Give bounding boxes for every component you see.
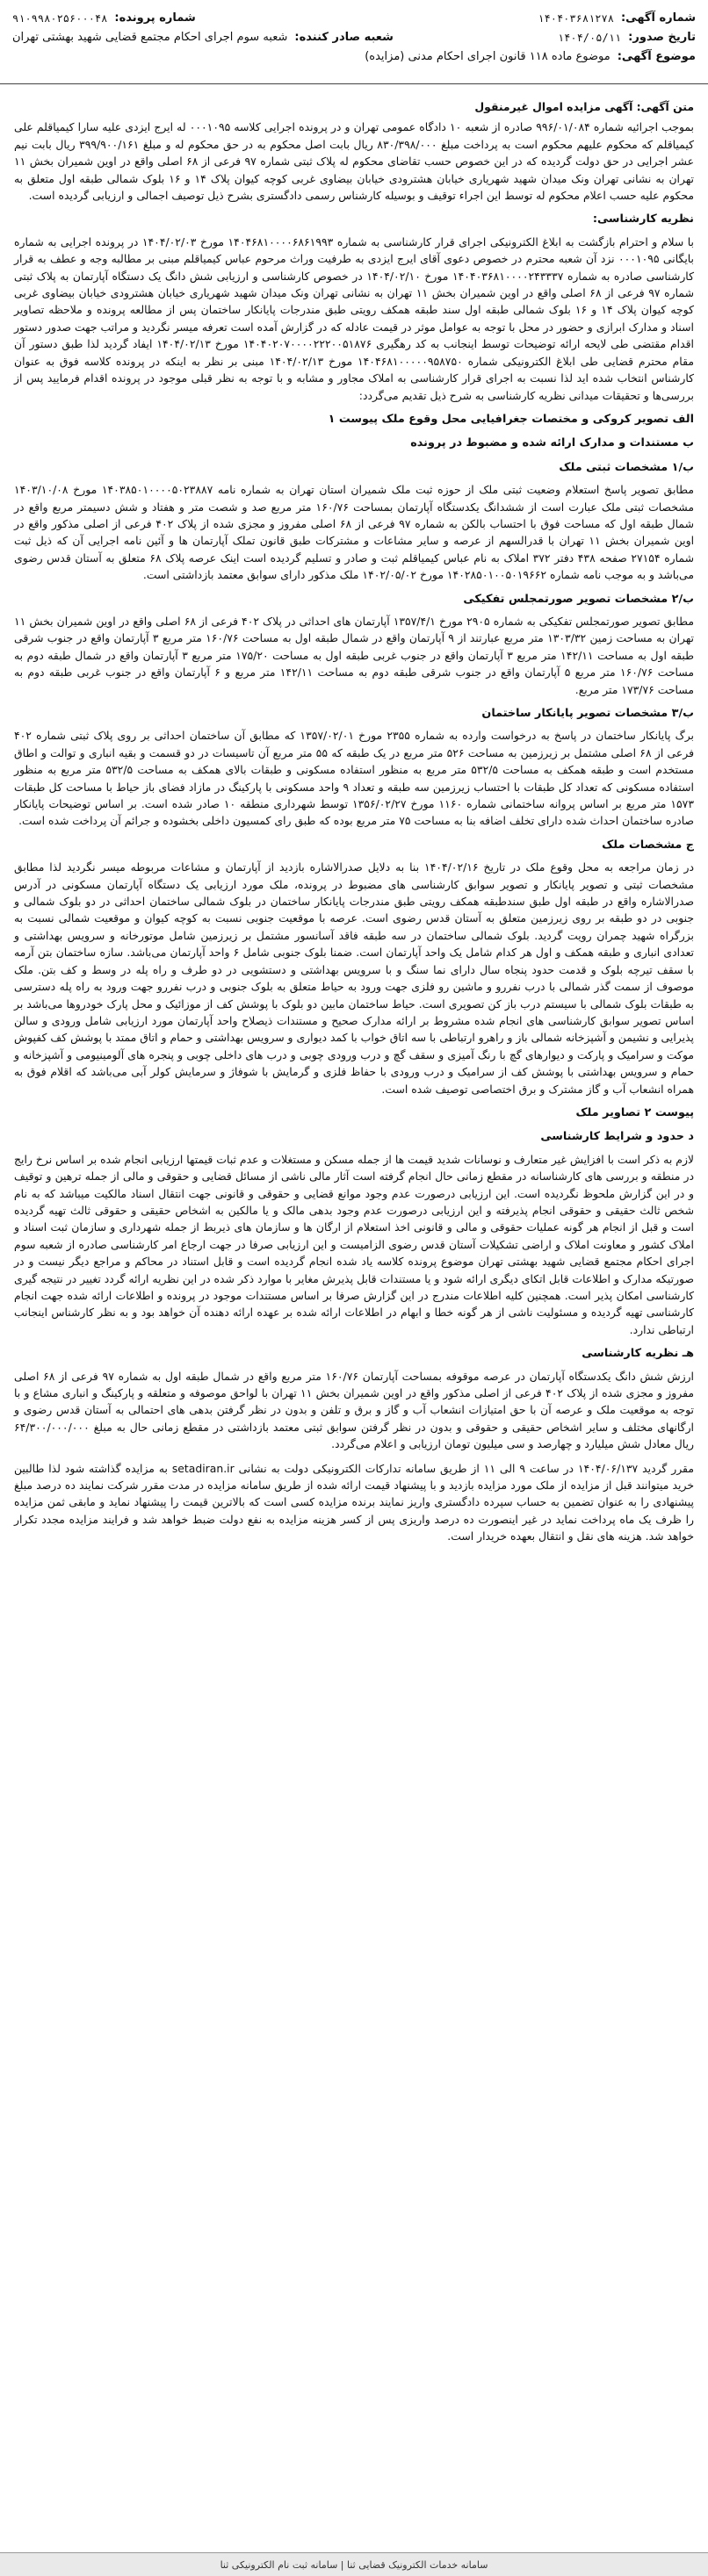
section-e-title: هـ نظریه کارشناسی	[582, 1347, 694, 1361]
paragraph-expert-intro: با سلام و احترام بازگشت به ابلاغ الکترونیکی اجرای قرار کارشناسی به شماره ۱۴۰۴۶۸۱۰۰۰۰۶۸۶۱۹۹۳ مورخ ۱۴۰۴/۰۲/۰۳ در پرونده اجرایی به شماره بایگانی ۰۰۰۱۰۹۵ نزد آن شعبه محترم در خصوص دعوی آقای ایرج ایزدی به طرفیت وراث مرحوم عباس کیمیاقلم مبنی بر مطالبه وجه و عطف به قرار کارشناسی صادره به شماره ۱۴۰۴۰۳۶۸۱۰۰۰۰۲۴۳۳۳۷ مورخ ۱۴۰۴/۰۲/۱۰ در خصوص کارشناسی و ارزیابی شش دانگ یک دستگاه آپارتمان به پلاک ثبتی شماره ۹۷ فرعی از ۶۸ اصلی واقع در اوین شمیران بخش ۱۱ تهران به نشانی تهران ونک میدان شهید شهریاری خیابان هشترودی خیابان بیضاوی غربی کوچه کیوان پلاک ۱۴ و ۱۶ بلوک شمالی طبقه اول سند طبقه همکف رویتی طبق مندرجات پایانکار ساختمان پس از مطالعه پرونده و ملاحظه تصاویر اسناد و مدارک ابرازی و حضور در محل با توجه به عوامل موثر در قیمت عادله که در گزارش آمده است تعرفه میسر نگردید و مراتب جهت صدور دستور اقدام مقتضی طی لایحه ارائه توضیحات توسط اینجانب به کد رهگیری ۱۴۰۴۰۲۰۷۰۰۰۰۲۲۲۰۰۵۱۸۷۶ مورخ ۱۴۰۴/۰۲/۱۳ ایفاد گردید لذا طبق دستور آن مقام محترم قضایی طی ابلاغ الکترونیکی شماره ۱۴۰۴۶۸۱۰۰۰۰۰۹۵۸۷۵۰ مورخ ۱۴۰۴/۰۲/۱۳ مبنی بر نظر به اینکه در پرونده کلاسه فوق به عنوان کارشناس انتخاب شده اید لذا نسبت به اجرای قرار کارشناسی به املاک مجاور و مشابه و با توجه به نظر قبلی موجود در پرونده اقدام فرمایید پس از بررسی‌ها و تحقیقات میدانی نظریه کارشناسی به شرح ذیل تقدیم می‌گردد:	[14, 234, 694, 402]
paragraph-valuation: ارزش شش دانگ یکدستگاه آپارتمان در عرصه موقوفه بمساحت آپارتمان ۱۶۰/۷۶ متر مربع واقع در شمال طبقه اول به شماره ۹۷ فرعی از ۶۸ اصلی مفروز و مجزی شده از پلاک ۴۰۲ فرعی از اصلی مذکور واقع در اوین شمیران بخش ۱۱ تهران با لواحق موصوفه و متعلقه و پارکینگ و انباری مشاع و با توجه به موقعیت ملک و عرصه آن با حق امتیازات انشعاب آب و گاز و برق و تلفن و بدون در نظر گرفتن بدهی های احتمالی به آستان قدس رضوی و ارگانهای مختلف و سایر اشخاص حقیقی و حقوقی و بدون در نظر گرفتن سوابق ثبتی معتمد بازداشتی در مقطع زمانی حال به مبلغ ۶۴/۳۰۰/۰۰۰/۰۰۰ ریال معادل شش میلیارد و چهارصد و سی میلیون تومان ارزیابی و اعلام می‌گردد.	[14, 1369, 694, 1451]
notice-text-title: متن آگهی: آگهی مزایده اموال غیرمنقول	[474, 100, 694, 113]
ad-number-group	[538, 9, 696, 28]
footer-text: سامانه خدمات الکترونیک قضایی ثنا | سامانه ثبت نام الکترونیکی ثنا	[220, 2558, 488, 2571]
issue-date-label: تاریخ صدور:	[628, 31, 696, 44]
issue-date: ۱۴۰۴/۰۵/۱۱	[557, 32, 622, 44]
ad-number: ۱۴۰۴۰۳۶۸۱۲۷۸	[538, 12, 614, 25]
paragraph-completion: برگ پایانکار ساختمان در پاسخ به درخواست وارده به شماره ۲۳۵۵ مورخ ۱۳۵۷/۰۲/۰۱ که مطابق آن ساختمان احداثی بر روی پلاک ثبتی شماره ۴۰۲ فرعی از ۶۸ اصلی مشتمل بر زیرزمین به مساحت ۵۲۶ متر مربع در یک طبقه که ۵۵ متر مربع آن تاسیسات در دو قسمت و بقیه انباری و توالت و اطاق مستخدم است و طبقه همکف به مساحت ۵۳۲/۵ متر مربع به منظور استفاده مسکونی و طبقات بالای همکف به مساحت ۵۳۲/۵ متر مربع به منظور استفاده مسکونی که تعداد کل طبقات با احتساب زیرزمین سه طبقه و تعداد ۹ واحد مسکونی با پارکینگ در مازاد فضای باز حیاط با مساحت کل طبقات ۱۵۷۳ متر مربع بر اساس پروانه ساختمانی شماره ۱۱۶۰ مورخ ۱۳۵۶/۰۲/۲۷ توسط شهرداری منطقه ۱۰ صادر شده است. بر اساس توضیحات پایانکار صادره ساختمان احداث شده دارای تخلف اضافه بنا به مساحت ۷۵ متر مربع بوده که طبق رای کمسیون داخلی بخشوده و جرائم آن پرداخت شده است.	[14, 729, 694, 828]
section-d-title: د حدود و شرایط کارشناسی	[540, 1130, 694, 1144]
subject-group	[365, 47, 696, 67]
paragraph-property: در زمان مراجعه به محل وقوع ملک در تاریخ ۱۴۰۴/۰۲/۱۶ بنا به دلایل صدرالاشاره بازدید از آپارتمان و مشاعات مربوطه میسر نگردید لذا مطابق مشخصات ثبتی و تصویر پایانکار و تصویر سوابق کارشناسی های مضبوط در پرونده، ملک مورد ارزیابی یک دستگاه آپارتمان مسکونی در آدرس صدرالاشاره واقع در طبقه اول طبق سندطبقه همکف رویتی طبق مندرجات پایانکار ساختمان در بلوک شمالی ساختمان احداثی در دو بلوک شمالی و جنوبی در دو طبقه بر روی زیرزمین متعلق به آستان قدس رضوی است. عرصه با موقعیت جنوبی نسبت به کوچه کیوان و موقعیت شمالی نسبت به بزرگراه شهید چمران رویت گردید. بلوک شمالی ساختمان در سه طبقه فاقد آسانسور مشتمل بر زیرزمین شامل موتورخانه و سرویس بهداشتی و تعدادی انباری و طبقه همکف و اول هر کدام شامل یک واحد آپارتمان است. ضمنا بلوک جنوبی شامل ۶ واحد آپارتمان می‌باشد. سازه ساختمان بتن آرمه با سقف تیرچه بلوک و قدمت حدود پنجاه سال دارای نما سنگ و با سرویس بهداشتی و دستشویی در دو طرف و راه پله در وسط و کف بتن. ملک موصوف از سمت گذر شمالی با درب نفررو و ماشین رو فلزی جهت ورود به حیاط متعلق به بلوک جنوبی و درب نفررو جهت ورود به راه پله دسترسی به طبقات بلوک شمالی با سیستم درب باز کن تصویری است. حیاط ساختمان مابین دو بلوک با پوشش کف از موزائیک و محل پارک خودروها می‌باشد بر اساس تصویر سوابق کارشناسی های انجام شده مشروط بر ارائه مدارک صحیح و مستندات ذیصلاح واحد آپارتمان مورد ارزیابی شامل ورودی و سالن پذیرایی و نشیمن و آشپزخانه شمالی باز و راهرو ارتباطی با سه اتاق خواب با کمد دیواری و سرویس بهداشتی و حمام و اتاق ممتد با پوشش کف کفپوش موکت و سرامیک و پارکت و دیوارهای گچ با رنگ آمیزی و سقف گچ و درب ورودی چوبی و درب های داخلی چوبی و پنجره های آلومینیومی و آشپزخانه و حمام و سرویس بهداشتی با پوشش کف از سرامیک و درب ورودی با حفاظ فلزی و گرمایش با شوفاژ و سرمایش کولر آبی می‌باشد که اقلام فوق به همراه انشعاب آب و گاز مشترک و برق اختصاصی توصیف شده است.	[14, 860, 694, 1096]
section-pictures-title: پیوست ۲ تصاویر ملک	[575, 1105, 694, 1119]
case-number: ۹۱۰۹۹۸۰۲۵۶۰۰۰۴۸	[12, 12, 108, 25]
section-b2-title: ب/۲ مشخصات تصویر صورتمجلس تفکیکی	[463, 592, 694, 606]
notice-footer	[0, 2552, 708, 2576]
subject-text: موضوع ماده ۱۱۸ قانون اجرای احکام مدنی (مزایده)	[365, 50, 610, 63]
notice-header	[0, 0, 708, 84]
paragraph-intro: بموجب اجرائیه شماره ۹۹۶/۰۱/۰۸۴ صادره از شعبه ۱۰ دادگاه عمومی تهران و در پرونده اجرایی کلاسه ۰۰۰۱۰۹۵ له ایرج ایزدی علیه سارا کیمیاقلم علی کیمیاقلم که محکوم علیهم محکوم است به پرداخت مبلغ ۸۳۰/۳۹۸/۰۰۰ ریال بابت اصل محکوم به در حق محکوم له و مبلغ ۳۹۹/۹۰۰/۱۶۱ ریال بابت نیم عشر اجرایی در حق دولت گردیده که در این خصوص حسب تقاضای محکوم له پلاک ثبتی شماره ۹۷ فرعی از ۶۸ اصلی واقع در اوین شمیران بخش ۱۱ تهران به نشانی تهران ونک میدان شهید شهریاری خیابان هشترودی خیابان بیضاوی غربی کوچه کیوان پلاک ۱۴ و ۱۶ بلوک شمالی طبقه اول متعلق به محکوم علیه حسب اعلام محکوم له توسط این اجراء توقیف و بوسیله کارشناس رسمی دادگستری بشرح ذیل توصیف اجمالی و ارزیابی گردیده است.	[14, 120, 694, 203]
paragraph-conditions: لازم به ذکر است با افزایش غیر متعارف و نوسانات شدید قیمت ها از جمله مسکن و مستغلات و عدم ثبات قیمتها ارزیابی انجام شده بر اساس نرخ رایج در منطقه و بررسی های کارشناسانه در مقطع زمانی حال انجام گرفته است آثار مالی ناشی از مسائل قضایی و حقوقی و مالی از جمله ترهین و توقیف و در این گزارش ملحوظ نگردیده است. این ارزیابی درصورت عدم وجود موانع قضایی و حقوقی و قانونی جهت انتقال اسناد مالکیت میباشد که به نام شخص ثالث حقیقی و حقوقی انجام پذیرفته و این ارزیابی درصورت عدم وجود بدهی مالک و یا مالکین به اشخاص حقیقی و حقوقی ثالث تهیه گردیده است و قبل از انجام هر گونه عملیات حقوقی و مالی و قانونی اخذ استعلام از ارگان ها و سازمان های ذیربط از جمله شهرداری و سازمان ثبت اسناد و املاک کشور و معاونت املاک و اراضی تشکیلات آستان قدس رضوی الزامیست و این ارزیابی صرفا در جهت ارجاع امر کارشناسی صادره از شعبه سوم اجرای احکام مجتمع قضایی شهید بهشتی تهران موضوع پرونده کلاسه یاد شده انجام گردیده است و قابل استناد در محاکم و مراجع دیگر نیست و در صورتیکه مدارک و اطلاعات قابل اتکای دیگری ارائه شود و یا مستندات قابل پذیرش مغایر با موارد ذکر شده در این نظریه ارائه گردد تغییر در نتیجه گیری کارشناسی امکان پذیر است. همچنین کلیه اطلاعات مندرج در این گزارش صرفا بر اساس مستندات موجود در پرونده و اطلاعات ارائه شده جهت انجام کارشناسی تهیه گردیده و مسئولیت ناشی از هر گونه خطا و ابهام در اطلاعات ارائه شده بر عهده ارائه دهنده آن خواهد بود و به نظر کارشناس اینجانب ارتباطی ندارد.	[14, 1152, 694, 1336]
notice-body	[0, 84, 708, 1545]
section-b3-title: ب/۳ مشخصات تصویر پایانکار ساختمان	[481, 707, 694, 720]
paragraph-auction: مقرر گردید ۱۴۰۴/۰۶/۱۳۷ در ساعت ۹ الی ۱۱ از طریق سامانه تدارکات الکترونیکی دولت به نشانی setadiran.ir به مزایده گذاشته شود لذا طالبین خرید میتوانند قبل از مزایده از ملک مورد مزایده بازدید و با پیشنهاد قیمت ارائه شده از طریق سامانه مزایده در مدت مقرر شرکت نمایند ده درصد مبلغ پیشنهادی را به عنوان تضمین به حساب سپرده دادگستری واریز نمایند برنده مزایده کسی است که بالاترین قیمت را پیشنهاد نماید و مابقی ثمن مزایده را ظرف یک ماه پرداخت نماید در غیر اینصورت ده درصد واریزی پس از کسر هزینه مزایده به نفع دولت ضبط خواهد شد و فرایند مزایده مجدد تکرار خواهد شد. هزینه های نقل و انتقال بعهده خریدار است.	[14, 1461, 694, 1543]
section-a-title: الف تصویر کروکی و مختصات جغرافیایی محل وقوع ملک پیوست ۱	[328, 412, 694, 426]
ad-number-label: شماره آگهی:	[620, 11, 696, 25]
header-row-3	[12, 47, 696, 67]
issue-date-group	[558, 28, 696, 47]
case-number-group	[12, 9, 196, 28]
expert-opinion-title: نظریه کارشناسی:	[592, 212, 694, 227]
header-row-2	[12, 28, 696, 47]
paragraph-partition: مطابق تصویر صورتمجلس تفکیکی به شماره ۲۹۰۵ مورخ ۱۳۵۷/۴/۱ آپارتمان های احداثی در پلاک ۴۰۲ فرعی از ۶۸ اصلی واقع در اوین شمیران بخش ۱۱ تهران به مساحت زمین ۱۳۰۳/۳۲ متر مربع عبارتند از ۹ آپارتمان واقع در شمال طبقه اول به مساحت ۱۶۰/۷۶ متر مربع ۳ آپارتمان واقع در جنوب شرقی طبقه اول به مساحت ۱۴۲/۱۱ متر مربع ۳ آپارتمان واقع در جنوب غربی طبقه اول به مساحت ۱۷۵/۲۰ متر مربع ۳ آپارتمان واقع در شمال طبقه دوم به مساحت ۱۶۰/۷۶ متر مربع ۵ آپارتمان واقع در جنوب شرقی طبقه دوم به مساحت ۱۴۲/۱۱ متر مربع و ۶ آپارتمان واقع در جنوب غربی طبقه دوم به مساحت ۱۷۳/۷۶ متر مربع.	[14, 614, 695, 696]
header-row-1	[12, 9, 696, 28]
branch-name: شعبه سوم اجرای احکام مجتمع قضایی شهید بهشتی تهران	[12, 31, 288, 44]
section-c-title: ج مشخصات ملک	[602, 838, 694, 852]
paragraph-registration: مطابق تصویر پاسخ استعلام وضعیت ثبتی ملک از حوزه ثبت ملک شمیران استان تهران به شماره نامه ۱۴۰۳۸۵۰۱۰۰۰۰۵۰۲۳۸۸۷ مورخ ۱۴۰۳/۱۰/۰۸ مشخصات ثبتی ملک عبارت است از ششدانگ یکدستگاه آپارتمان بمساحت ۱۶۰/۷۶ متر مربع صد و شصت متر و هفتاد و شش دسیمتر مربع واقع در شمال طبقه اول که مساحت فوق با احتساب بالکن به شماره ۹۷ فرعی از ۶۸ اصلی مفروز و مجزی شده از پلاک ۴۰۲ فرعی از اصلی مذکور واقع در اوین شمیران بخش ۱۱ تهران با قدرالسهم از عرصه و سایر مشاعات و مشترکات طبق قانون تملک آپارتمان ها و آئین نامه اجرایی آن که ذیل ثبت شماره ۲۷۱۵۴ صفحه ۴۳۸ دفتر ۳۷۲ املاک به نام عباس کیمیاقلم ثبت و صادر و تسلیم گردیده است اینک عرصه پلاک ۶۸ متعلق به آستان قدس رضوی می‌باشد و به موجب نامه شماره ۱۴۰۲۸۵۰۱۰۰۵۰۱۹۶۶۲ مورخ ۱۴۰۲/۰۵/۰۲ ملک مذکور دارای سوابق معتمد بازداشتی است.	[14, 483, 695, 582]
section-b-title: ب مستندات و مدارک ارائه شده و مضبوط در پرونده	[410, 436, 694, 450]
section-b1-title: ب/۱ مشخصات ثبتی ملک	[559, 460, 694, 474]
branch-label: شعبه صادر کننده:	[294, 31, 394, 44]
branch-group	[12, 28, 394, 47]
case-number-label: شماره پرونده:	[114, 11, 196, 25]
subject-label: موضوع آگهی:	[617, 50, 696, 63]
